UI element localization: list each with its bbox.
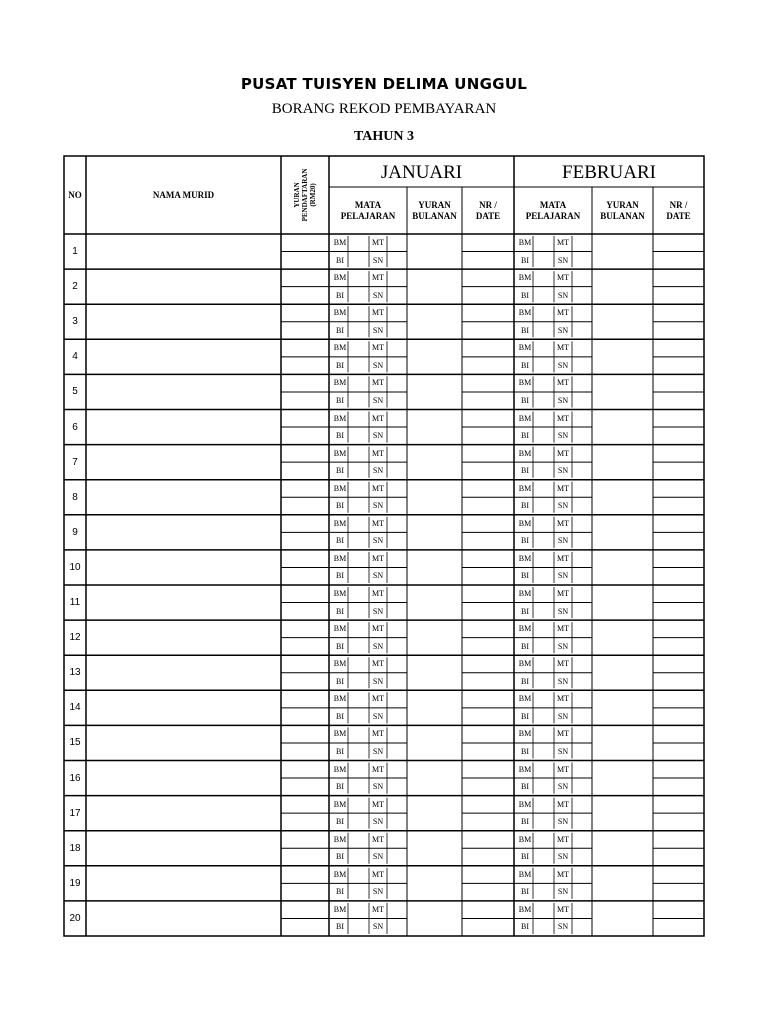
subject-mt: MT: [372, 378, 384, 388]
subject-sn: SN: [372, 887, 384, 897]
subject-mt: MT: [372, 694, 384, 704]
subject-bm: BM: [333, 378, 347, 388]
subject-bm: BM: [518, 273, 532, 283]
subject-sn: SN: [372, 466, 384, 476]
row-number: 13: [69, 667, 81, 679]
subject-bm: BM: [518, 553, 532, 563]
subject-sn: SN: [557, 360, 569, 370]
subject-mt: MT: [557, 273, 569, 283]
subject-sn: SN: [557, 466, 569, 476]
subject-bi: BI: [521, 641, 529, 651]
subject-mt: MT: [557, 869, 569, 879]
subject-sn: SN: [372, 922, 384, 932]
subject-bi: BI: [336, 501, 344, 511]
subject-mt: MT: [557, 413, 569, 423]
subject-sn: SN: [557, 290, 569, 300]
subject-bm: BM: [518, 589, 532, 598]
row-number: 1: [72, 246, 78, 258]
subject-mt: MT: [557, 378, 569, 388]
row-number: 19: [69, 877, 81, 889]
subject-mt: MT: [372, 553, 384, 563]
subject-sn: SN: [557, 782, 569, 792]
subject-bm: BM: [333, 483, 347, 493]
col-registration-header: [281, 157, 329, 233]
row-number: 16: [69, 772, 81, 784]
subject-bm: BM: [518, 238, 532, 247]
subject-sn: SN: [372, 431, 384, 441]
subject-sn: SN: [372, 571, 384, 581]
subject-bi: BI: [521, 746, 529, 756]
subject-mt: MT: [372, 273, 384, 283]
subject-bm: BM: [518, 378, 532, 388]
subject-bi: BI: [521, 395, 529, 405]
subject-bm: BM: [333, 448, 347, 458]
subject-bm: BM: [518, 694, 532, 704]
form-subtitle: BORANG REKOD PEMBAYARAN: [271, 101, 497, 117]
row-number: 7: [72, 456, 78, 468]
subject-sn: SN: [557, 922, 569, 932]
month-header-january: JANUARI: [380, 161, 463, 183]
subject-bm: BM: [518, 308, 532, 318]
row-number: 18: [69, 842, 81, 854]
row-number: 9: [72, 526, 78, 538]
subject-mt: MT: [372, 238, 384, 247]
sub-header-mata-pelajaran: MATA PELAJARAN: [525, 200, 581, 221]
subject-bi: BI: [521, 676, 529, 686]
subject-bm: BM: [333, 553, 347, 563]
subject-bm: BM: [518, 343, 532, 353]
subject-bm: BM: [333, 238, 347, 247]
row-number: 4: [72, 351, 78, 363]
subject-mt: MT: [372, 483, 384, 493]
subject-bm: BM: [333, 764, 347, 774]
subject-sn: SN: [557, 711, 569, 721]
row-number: 3: [72, 316, 78, 328]
subject-sn: SN: [557, 536, 569, 546]
subject-sn: SN: [372, 536, 384, 546]
subject-bm: BM: [518, 729, 532, 739]
subject-mt: MT: [557, 799, 569, 809]
subject-bi: BI: [521, 571, 529, 581]
subject-mt: MT: [372, 729, 384, 739]
subject-bi: BI: [336, 325, 344, 335]
sub-header-mata-pelajaran: MATA PELAJARAN: [340, 200, 396, 221]
page-title: PUSAT TUISYEN DELIMA UNGGUL: [240, 75, 528, 93]
subject-bi: BI: [336, 536, 344, 546]
subject-sn: SN: [557, 571, 569, 581]
subject-sn: SN: [372, 325, 384, 335]
subject-sn: SN: [372, 360, 384, 370]
row-number: 17: [69, 807, 81, 819]
subject-bi: BI: [521, 360, 529, 370]
subject-bm: BM: [518, 624, 532, 634]
row-number: 12: [69, 632, 81, 644]
subject-bm: BM: [333, 589, 347, 598]
subject-bi: BI: [336, 641, 344, 651]
subject-mt: MT: [557, 308, 569, 318]
subject-bm: BM: [333, 659, 347, 669]
subject-bi: BI: [521, 782, 529, 792]
subject-mt: MT: [372, 624, 384, 634]
subject-bi: BI: [336, 782, 344, 792]
sub-header-yuran-bulanan: YURAN BULANAN: [600, 200, 645, 221]
subject-mt: MT: [372, 343, 384, 353]
subject-mt: MT: [372, 413, 384, 423]
sub-header-yuran-bulanan: YURAN BULANAN: [412, 200, 457, 221]
subject-bi: BI: [336, 466, 344, 476]
subject-mt: MT: [557, 589, 569, 598]
subject-mt: MT: [372, 904, 384, 914]
subject-bm: BM: [333, 624, 347, 634]
subject-bi: BI: [521, 887, 529, 897]
subject-sn: SN: [372, 290, 384, 300]
subject-mt: MT: [372, 834, 384, 844]
row-number: 10: [69, 561, 81, 573]
row-number: 15: [69, 737, 81, 749]
subject-bm: BM: [333, 869, 347, 879]
subject-mt: MT: [557, 834, 569, 844]
subject-bm: BM: [518, 413, 532, 423]
subject-mt: MT: [557, 624, 569, 634]
subject-bi: BI: [521, 852, 529, 862]
subject-mt: MT: [372, 764, 384, 774]
subject-sn: SN: [557, 325, 569, 335]
col-registration-label: YURAN PENDAFTARAN (RM20): [293, 168, 317, 222]
subject-mt: MT: [372, 589, 384, 598]
subject-bi: BI: [521, 606, 529, 616]
subject-bm: BM: [333, 834, 347, 844]
grade-label: TAHUN 3: [353, 129, 415, 144]
subject-bm: BM: [518, 518, 532, 528]
subject-mt: MT: [557, 729, 569, 739]
subject-bi: BI: [336, 852, 344, 862]
subject-sn: SN: [372, 395, 384, 405]
subject-bi: BI: [336, 922, 344, 932]
subject-bi: BI: [521, 255, 529, 265]
row-number: 2: [72, 281, 78, 293]
sub-header-nr-date: NR / DATE: [475, 200, 501, 221]
subject-mt: MT: [372, 518, 384, 528]
subject-sn: SN: [557, 641, 569, 651]
subject-sn: SN: [557, 395, 569, 405]
subject-bi: BI: [521, 711, 529, 721]
subject-bi: BI: [336, 606, 344, 616]
subject-bi: BI: [521, 431, 529, 441]
subject-bi: BI: [521, 290, 529, 300]
subject-sn: SN: [372, 711, 384, 721]
subject-bm: BM: [333, 413, 347, 423]
subject-sn: SN: [557, 887, 569, 897]
subject-mt: MT: [557, 659, 569, 669]
subject-bm: BM: [333, 343, 347, 353]
subject-bm: BM: [333, 518, 347, 528]
subject-bi: BI: [336, 817, 344, 827]
row-number: 11: [69, 597, 81, 609]
subject-sn: SN: [372, 852, 384, 862]
subject-bi: BI: [336, 887, 344, 897]
subject-bi: BI: [521, 466, 529, 476]
subject-sn: SN: [372, 746, 384, 756]
subject-sn: SN: [557, 431, 569, 441]
subject-bm: BM: [333, 904, 347, 914]
col-name-header: NAMA MURID: [152, 189, 215, 200]
subject-sn: SN: [557, 255, 569, 265]
subject-sn: SN: [372, 641, 384, 651]
subject-sn: SN: [372, 501, 384, 511]
month-header-february: FEBRUARI: [562, 161, 656, 183]
subject-bi: BI: [336, 711, 344, 721]
subject-bm: BM: [333, 273, 347, 283]
subject-sn: SN: [557, 501, 569, 511]
subject-bm: BM: [518, 483, 532, 493]
subject-mt: MT: [557, 553, 569, 563]
subject-sn: SN: [372, 817, 384, 827]
subject-bi: BI: [336, 395, 344, 405]
subject-mt: MT: [557, 343, 569, 353]
subject-bi: BI: [336, 290, 344, 300]
subject-sn: SN: [372, 606, 384, 616]
subject-mt: MT: [372, 308, 384, 318]
subject-bm: BM: [518, 764, 532, 774]
subject-sn: SN: [557, 746, 569, 756]
subject-bm: BM: [333, 729, 347, 739]
subject-mt: MT: [372, 869, 384, 879]
subject-mt: MT: [557, 483, 569, 493]
subject-bm: BM: [518, 659, 532, 669]
subject-bi: BI: [336, 431, 344, 441]
row-number: 8: [72, 491, 78, 503]
subject-mt: MT: [557, 238, 569, 247]
subject-bm: BM: [518, 869, 532, 879]
sub-header-nr-date: NR / DATE: [666, 200, 691, 221]
row-number: 14: [69, 702, 81, 714]
subject-bi: BI: [521, 325, 529, 335]
subject-mt: MT: [372, 659, 384, 669]
subject-bi: BI: [336, 255, 344, 265]
subject-bi: BI: [336, 360, 344, 370]
subject-bi: BI: [336, 746, 344, 756]
subject-mt: MT: [557, 904, 569, 914]
subject-mt: MT: [557, 694, 569, 704]
subject-bi: BI: [336, 676, 344, 686]
col-no-header: NO: [68, 189, 82, 200]
subject-sn: SN: [372, 255, 384, 265]
subject-mt: MT: [557, 448, 569, 458]
subject-sn: SN: [557, 606, 569, 616]
subject-mt: MT: [557, 518, 569, 528]
subject-bi: BI: [521, 536, 529, 546]
subject-mt: MT: [557, 764, 569, 774]
row-number: 20: [69, 912, 81, 924]
subject-bi: BI: [521, 922, 529, 932]
row-number: 5: [72, 386, 78, 398]
subject-bm: BM: [518, 834, 532, 844]
row-number: 6: [72, 421, 78, 433]
subject-mt: MT: [372, 448, 384, 458]
subject-sn: SN: [557, 852, 569, 862]
subject-bi: BI: [336, 571, 344, 581]
subject-sn: SN: [557, 676, 569, 686]
subject-mt: MT: [372, 799, 384, 809]
subject-bm: BM: [333, 799, 347, 809]
subject-bm: BM: [518, 799, 532, 809]
subject-bi: BI: [521, 501, 529, 511]
subject-bm: BM: [333, 694, 347, 704]
subject-bm: BM: [518, 448, 532, 458]
subject-sn: SN: [557, 817, 569, 827]
subject-bi: BI: [521, 817, 529, 827]
subject-sn: SN: [372, 676, 384, 686]
subject-bm: BM: [333, 308, 347, 318]
subject-sn: SN: [372, 782, 384, 792]
subject-bm: BM: [518, 904, 532, 914]
